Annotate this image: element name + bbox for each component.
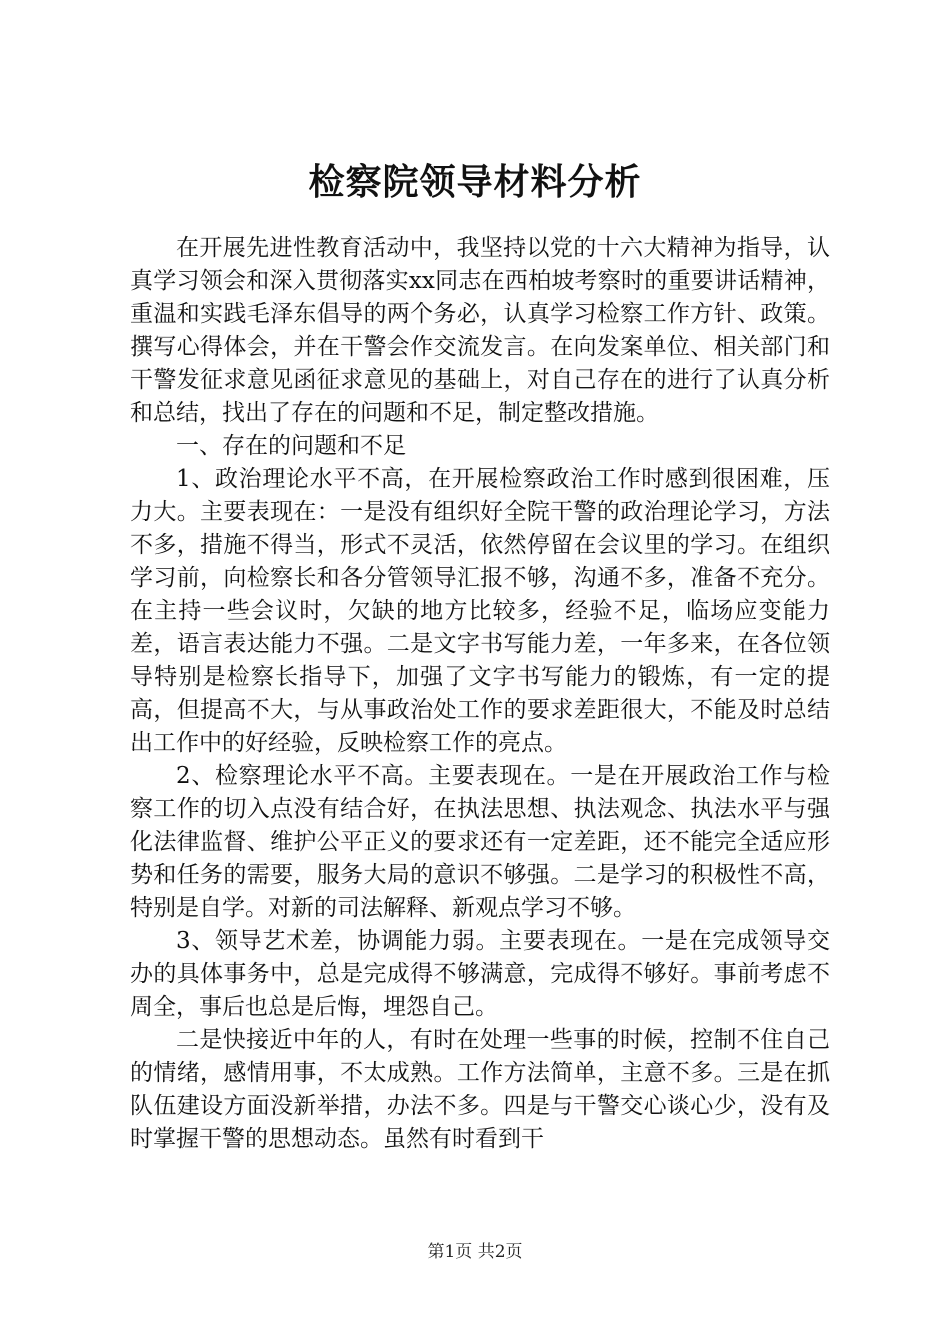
intro-paragraph: 在开展先进性教育活动中，我坚持以党的十六大精神为指导，认真学习领会和深入贯彻落实xx同志在西柏坡考察时的重要讲话精神，重温和实践毛泽东倡导的两个务必，认真学习检察工作方针、政策。撰写心得体会，并在干警会作交流发言。在向发案单位、相关部门和干警发征求意见函征求意见的基础上，对自己存在的进行了认真分析和总结，找出了存在的问题和不足，制定整改措施。 <box>130 235 830 426</box>
item-paragraph-1: 1、政治理论水平不高，在开展检察政治工作时感到很困难，压力大。主要表现在：一是没有组织好全院干警的政治理论学习，方法不多，措施不得当，形式不灵活，依然停留在会议里的学习。在组织学习前，向检察长和各分管领导汇报不够，沟通不多，准备不充分。在主持一些会议时，欠缺的地方比较多，经验不足，临场应变能力差，语言表达能力不强。二是文字书写能力差，一年多来，在各位领导特别是检察长指导下，加强了文字书写能力的锻炼，有一定的提高，但提高不大，与从事政治处工作的要求差距很大，不能及时总结出工作中的好经验，反映检察工作的亮点。 <box>130 466 830 756</box>
document-body <box>130 232 830 1156</box>
item-paragraph-3: 3、领导艺术差，协调能力弱。主要表现在。一是在完成领导交办的具体事务中，总是完成得不够满意，完成得不够好。事前考虑不周全，事后也总是后悔，埋怨自己。 <box>130 928 830 1020</box>
continuation-paragraph: 二是快接近中年的人，有时在处理一些事的时候，控制不住自己的情绪，感情用事，不太成熟。工作方法简单，主意不多。三是在抓队伍建设方面没新举措，办法不多。四是与干警交心谈心少，没有及时掌握干警的思想动态。虽然有时看到干 <box>130 1027 830 1152</box>
item-paragraph-2: 2、检察理论水平不高。主要表现在。一是在开展政治工作与检察工作的切入点没有结合好，在执法思想、执法观念、执法水平与强化法律监督、维护公平正义的要求还有一定差距，还不能完全适应形势和任务的需要，服务大局的意识不够强。二是学习的积极性不高，特别是自学。对新的司法解释、新观点学习不够。 <box>130 763 830 921</box>
section-heading: 一、存在的问题和不足 <box>176 433 406 459</box>
document-title: 检察院领导材料分析 <box>308 161 642 203</box>
page-number-footer: 第1页 共2页 <box>427 1242 523 1262</box>
